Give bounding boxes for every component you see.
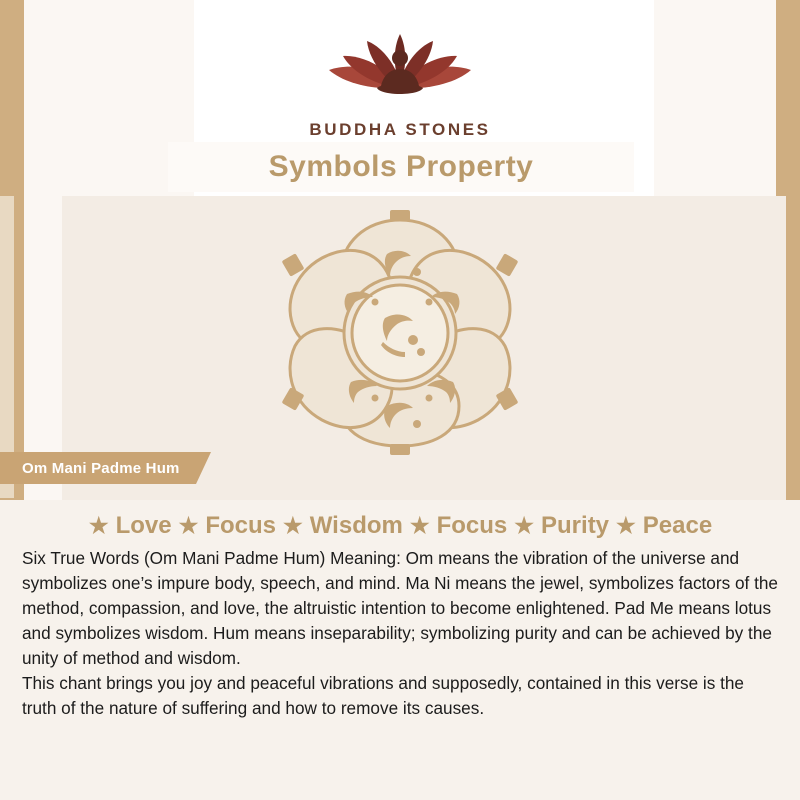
om-mani-padme-hum-mandala-icon <box>235 206 565 456</box>
om-mani-tab-label: Om Mani Padme Hum <box>22 459 180 477</box>
body-paragraph-2: This chant brings you joy and peaceful vibrations and supposedly, contained in this verse is the truth of the nature of suffering and how to remove its causes. <box>22 672 744 718</box>
star-icon: ★ <box>514 513 535 538</box>
keyword-wisdom: Wisdom <box>309 512 403 539</box>
brand-logo <box>0 14 800 140</box>
description-section <box>0 500 800 800</box>
om-mani-tab <box>0 452 196 484</box>
brand-name: BUDDHA STONES <box>309 120 491 139</box>
keyword-love: Love <box>115 512 172 539</box>
keyword-peace: Peace <box>642 512 713 539</box>
keyword-focus-1: Focus <box>205 512 276 539</box>
star-icon: ★ <box>88 513 109 538</box>
keyword-row <box>0 500 800 540</box>
body-paragraph-1: Six True Words (Om Mani Padme Hum) Meaning: Om means the vibration of the universe and symbolizes one’s impure body, speech, and mind. Ma Ni means the jewel, symbolizes factors of the method, compassion, and love, the altruistic intention to become enlightened. Pad Me means lotus and symbolizes wisdom. Hum means inseparability; symbolizing purity and can be achieved by the unity of method and wisdom. <box>22 548 778 668</box>
mandala-illustration <box>0 206 800 461</box>
title-bar <box>168 142 634 192</box>
lotus-meditation-icon <box>305 14 495 118</box>
page-title: Symbols Property <box>268 150 534 183</box>
keyword-focus-2: Focus <box>436 512 508 539</box>
star-icon: ★ <box>178 513 199 538</box>
keyword-purity: Purity <box>541 512 610 539</box>
star-icon: ★ <box>616 513 636 538</box>
star-icon: ★ <box>409 513 430 538</box>
star-icon: ★ <box>283 513 303 538</box>
body-copy <box>0 540 800 721</box>
